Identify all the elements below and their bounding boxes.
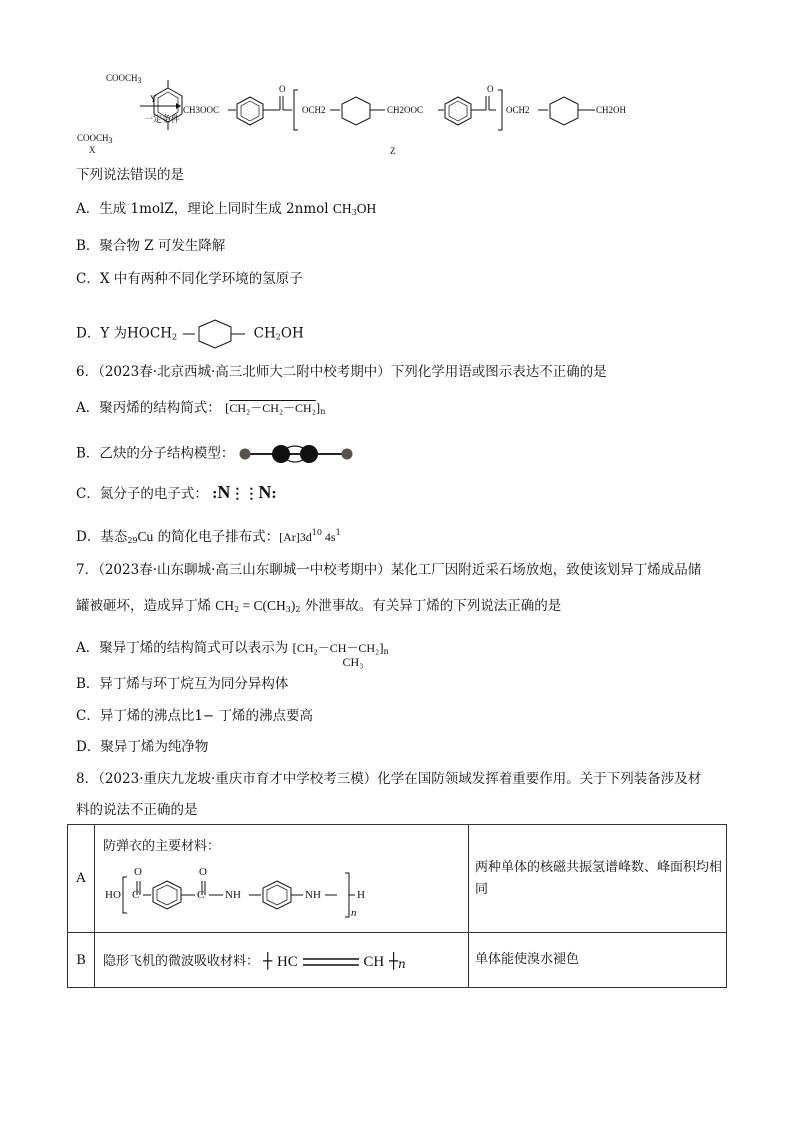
x-bottom-group: $COOCH_3$ (77, 133, 113, 145)
q5-stem: 下列说法错误的是 (76, 167, 184, 183)
row-letter-a: A (68, 825, 95, 933)
q7-option-d: D．聚异丁烯为纯净物 (76, 739, 209, 755)
cyclohexane-icon (183, 316, 247, 352)
q5-option-d: D．Y 为$HOCH_2$ $CH_2OH$ (76, 316, 304, 352)
row-a-h: H (357, 889, 365, 901)
q6-stem: 6．（2023春·北京西城·高三北师大二附中校考期中）下列化学用语或图示表达不正确的是 (76, 364, 607, 380)
table-row (68, 933, 727, 988)
row-b-title: 隐形飞机的微波吸收材料： (103, 953, 260, 969)
table-row (68, 825, 727, 933)
row-a-o1: O (134, 866, 142, 878)
row-a-material (95, 825, 469, 933)
n2-electron-formula: :N⋮⋮N: (212, 482, 277, 502)
z-carbonyl-o-2: O (487, 84, 494, 94)
q5-option-c: C．X 中有两种不同化学环境的氢原子 (76, 271, 303, 287)
q7-option-a: A．聚异丁烯的结构简式可以表示为 $[CH_2-CH-CH_2]_n$ CH₃ (76, 640, 389, 669)
z-carbonyl-o-1: O (279, 84, 286, 94)
row-a-ho: HO (105, 889, 121, 901)
row-a-c2: C (197, 889, 205, 901)
polyacetylene-formula: ┼ HC CH $┼_n$ (263, 951, 406, 971)
row-a-note: 两种单体的核磁共振氢谱峰数、峰面积均相同 (469, 825, 727, 933)
arrow-condition: 一定条件 (144, 114, 181, 124)
z-och2-2: OCH2 (506, 105, 530, 115)
z-end-group: CH2OH (596, 105, 627, 115)
x-label: X (89, 145, 96, 155)
row-letter-b: B (68, 933, 95, 988)
double-bond-icon (303, 956, 359, 968)
row-b-note: 单体能使溴水褪色 (469, 933, 727, 988)
q8-table (67, 824, 727, 988)
acetylene-model-icon (239, 441, 355, 467)
z-och2-1: OCH2 (302, 105, 326, 115)
row-a-nh2: NH (305, 889, 321, 901)
kevlar-structure-svg (101, 863, 391, 925)
row-b-material (95, 933, 469, 988)
q8-stem-line2: 料的说法不正确的是 (76, 802, 198, 818)
row-a-nh1: NH (225, 889, 241, 901)
z-cyclohexane-1 (342, 97, 370, 125)
row-a-o2: O (199, 866, 207, 878)
reaction-arrow-svg (138, 100, 182, 112)
q5-option-a: A．生成 1molZ，理论上同时生成 2nmol $CH_3OH$ (76, 201, 377, 217)
row-a-n: n (351, 907, 357, 919)
q7-stem-line2: 罐被砸坏，造成异丁烯 $CH_2 = C(CH_3)_2$ 外泄事故。有关异丁烯的下列说法正确的是 (76, 598, 562, 614)
q5-option-b: B．聚合物 Z 可发生降解 (76, 238, 226, 254)
q6-option-c: C．氮分子的电子式： :N⋮⋮N: (76, 482, 277, 502)
q6-option-d: D．基态$_{29}$Cu 的简化电子排布式：$[Ar]3d^{10}$ $4s^1$ (76, 528, 341, 545)
q7-branch-ch3: CH₃ (342, 655, 364, 669)
z-cyclohexane-2 (550, 97, 578, 125)
x-top-group: $COOCH_3$ (106, 73, 142, 85)
row-a-title: 防弹衣的主要材料： (103, 839, 221, 854)
q7-option-b: B．异丁烯与环丁烷互为同分异构体 (76, 676, 289, 692)
z-label: Z (390, 146, 396, 156)
z-start-group: CH3OOC (183, 105, 220, 115)
q6-option-a: A．聚丙烯的结构简式： $[CH_2-CH_2-CH_2]_n$ (76, 400, 326, 416)
z-ch2ooc: CH2OOC (387, 105, 424, 115)
row-a-c1: C (132, 889, 140, 901)
q6-option-b: B．乙炔的分子结构模型： (76, 441, 355, 467)
arrow-reagent: Y (150, 94, 157, 104)
q7-stem-line1: 7．（2023春·山东聊城·高三山东聊城一中校考期中）某化工厂因附近采石场放炮，致使该划异丁烯成品储 (76, 562, 702, 578)
q8-stem-line1: 8．（2023·重庆九龙坡·重庆市育才中学校考三模）化学在国防领域发挥着重要作用。关于下列装备涉及材 (76, 771, 702, 787)
q7-option-c: C．异丁烯的沸点比1− 丁烯的沸点要高 (76, 708, 314, 724)
